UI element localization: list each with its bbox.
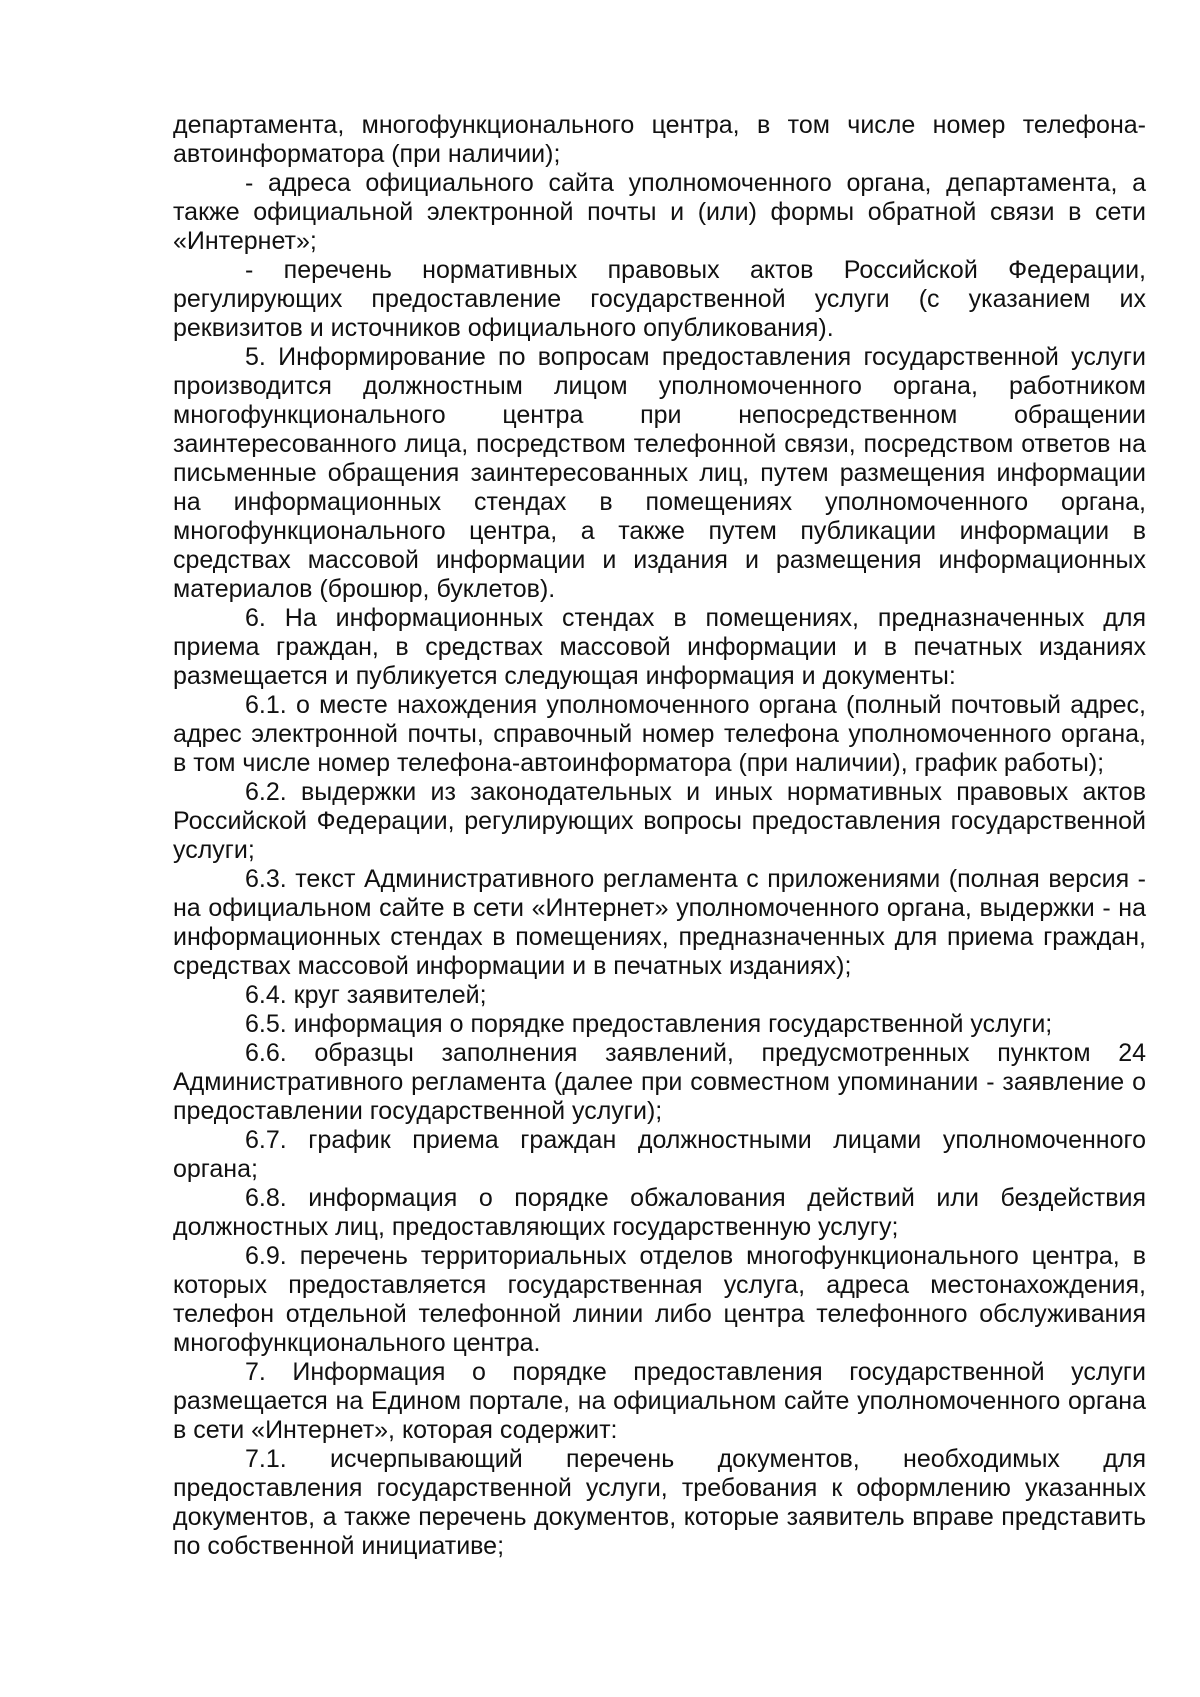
paragraph-6-2: 6.2. выдержки из законодательных и иных нормативных правовых актов Российской Федерации, регулирующих вопросы предоставления государственной услуги; — [173, 778, 1146, 864]
paragraph-6-6: 6.6. образцы заполнения заявлений, предусмотренных пунктом 24 Административного регламента (далее при совместном упоминании - заявление о предоставлении государственной услуги); — [173, 1039, 1146, 1125]
paragraph-7-1: 7.1. исчерпывающий перечень документов, необходимых для предоставления государственной услуги, требования к оформлению указанных документов, а также перечень документов, которые заявитель вправе представить по собственной инициативе; — [173, 1445, 1146, 1560]
paragraph-6: 6. На информационных стендах в помещениях, предназначенных для приема граждан, в средствах массовой информации и в печатных изданиях размещается и публикуется следующая информация и документы: — [173, 604, 1146, 690]
document-body — [173, 111, 1146, 1561]
paragraph-7: 7. Информация о порядке предоставления государственной услуги размещается на Едином портале, на официальном сайте уполномоченного органа в сети «Интернет», которая содержит: — [173, 1358, 1146, 1444]
paragraph-6-3: 6.3. текст Административного регламента с приложениями (полная версия - на официальном сайте в сети «Интернет» уполномоченного органа, выдержки - на информационных стендах в помещениях, предназначенных для приема граждан, средствах массовой информации и в печатных изданиях); — [173, 865, 1146, 980]
paragraph-website-addresses: - адреса официального сайта уполномоченного органа, департамента, а также официальной электронной почты и (или) формы обратной связи в сети «Интернет»; — [173, 169, 1146, 255]
paragraph-6-8: 6.8. информация о порядке обжалования действий или бездействия должностных лиц, предоставляющих государственную услугу; — [173, 1184, 1146, 1241]
paragraph-6-7: 6.7. график приема граждан должностными лицами уполномоченного органа; — [173, 1126, 1146, 1183]
paragraph-continuation: департамента, многофункционального центра, в том числе номер телефона-автоинформатора (при наличии); — [173, 111, 1146, 168]
paragraph-6-1: 6.1. о месте нахождения уполномоченного органа (полный почтовый адрес, адрес электронной почты, справочный номер телефона уполномоченного органа, в том числе номер телефона-автоинформатора (при наличии), график работы); — [173, 691, 1146, 777]
paragraph-5: 5. Информирование по вопросам предоставления государственной услуги производится должностным лицом уполномоченного органа, работником многофункционального центра при непосредственном обращении заинтересованного лица, посредством телефонной связи, посредством ответов на письменные обращения заинтересованных лиц, путем размещения информации на информационных стендах в помещениях уполномоченного органа, многофункционального центра, а также путем публикации информации в средствах массовой информации и издания и размещения информационных материалов (брошюр, буклетов). — [173, 343, 1146, 603]
paragraph-6-5: 6.5. информация о порядке предоставления государственной услуги; — [245, 1010, 1053, 1038]
paragraph-6-9: 6.9. перечень территориальных отделов многофункционального центра, в которых предоставляется государственная услуга, адреса местонахождения, телефон отдельной телефонной линии либо центра телефонного обслуживания многофункционального центра. — [173, 1242, 1146, 1357]
paragraph-legal-acts-list: - перечень нормативных правовых актов Российской Федерации, регулирующих предоставление государственной услуги (с указанием их реквизитов и источников официального опубликования). — [173, 256, 1146, 342]
paragraph-6-4: 6.4. круг заявителей; — [245, 981, 487, 1009]
